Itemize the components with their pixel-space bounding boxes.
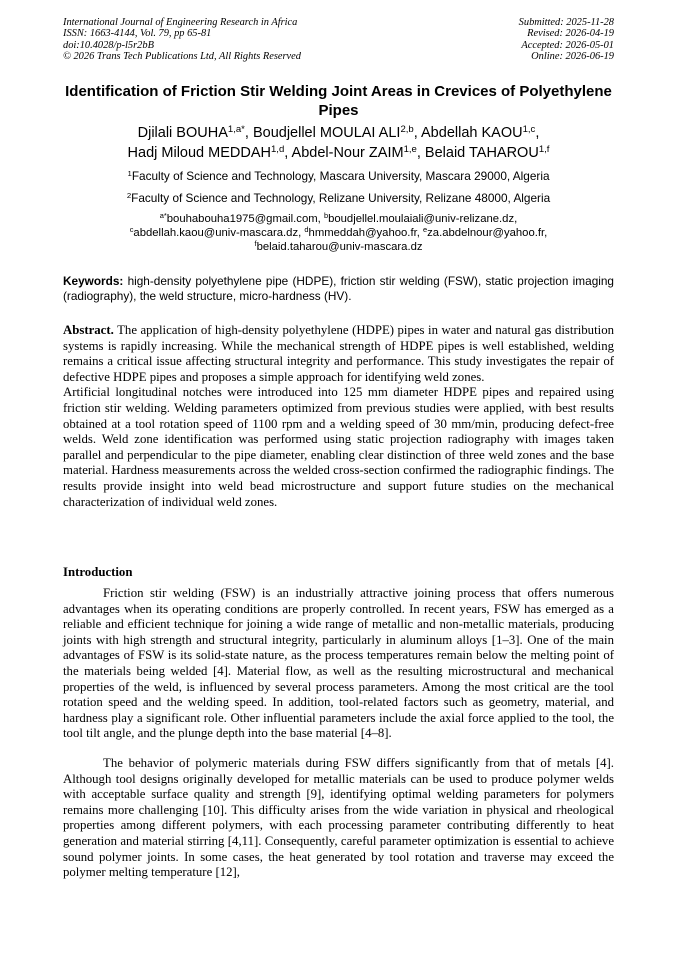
abstract-text: The application of high-density polyethylene (HDPE) pipes in water and natural gas distribution systems is rapidly increasing. While the mechanical strength of HDPE pipes is well established, welding remains a critical issue affecting structural integrity and performance. This study investigates the repair of defective HDPE pipes and proposes a simple approach for identifying weld zones.	[63, 323, 614, 384]
email-mark: b	[323, 211, 329, 221]
author-affiliation-mark: 2,b	[400, 124, 414, 136]
abstract-label: Abstract.	[63, 323, 114, 337]
author-separator: ,	[416, 144, 425, 161]
email-link[interactable]: hmmeddah@yahoo.fr,	[308, 227, 424, 239]
email-mark: f	[254, 239, 257, 249]
author-name: Hadj Miloud MEDDAH	[127, 144, 271, 161]
email-link[interactable]: belaid.taharou@univ-mascara.dz	[256, 241, 423, 253]
affiliation-mark: 2	[126, 191, 132, 201]
author-name: Djilali BOUHA	[137, 125, 228, 141]
journal-doi: doi:10.4028/p-l5r2bB	[63, 39, 154, 51]
author-separator: ,	[413, 125, 422, 141]
section-heading-introduction: Introduction	[63, 565, 133, 579]
introduction-paragraph: Friction stir welding (FSW) is an industrially attractive joining process that offers numerous advantages when its operating conditions are properly controlled. In recent years, FSW has emerged as a reliable and efficient technique for joining a wide range of metallic and non-metallic materials, producing joints with high strength and structural integrity, particularly in aluminum alloys [1–3]. One of the main advantages of FSW is its solid-state nature, as the process temperatures remain below the melting point of the materials being welded [4]. Material flow, as well as the resulting microstructural and mechanical properties of the weld, is influenced by several process parameters. Among the most critical are the tool rotation speed and the welding speed. In addition, tool-related factors such as geometry, material, and hardness play a significant role. Other influential parameters include the axial force applied to the tool, the tool tilt angle, and the plunge depth into the base material [4–8].	[63, 586, 614, 741]
author-affiliation-mark: 1,f	[538, 143, 550, 155]
author-affiliation-mark: 1,a*	[227, 124, 245, 136]
affiliation-text: Faculty of Science and Technology, Mascara University, Mascara 29000, Algeria	[131, 169, 550, 183]
keywords-text: high-density polyethylene pipe (HDPE), friction stir welding (FSW), static projection imaging (radiography), the weld structure, micro-hardness (HV).	[63, 274, 614, 303]
date-accepted: Accepted: 2026-05-01	[521, 39, 614, 51]
email-link[interactable]: abdellah.kaou@univ-mascara.dz,	[133, 227, 305, 239]
email-link[interactable]: za.abdelnour@yahoo.fr,	[427, 227, 548, 239]
affiliation-mark: 1	[127, 169, 132, 179]
author-name: Boudjellel MOULAI ALI	[252, 125, 401, 141]
introduction-paragraph: The behavior of polymeric materials during FSW differs significantly from that of metals [4]. Although tool designs originally developed for metallic materials can be used to produce polymer welds with acceptable surface quality and strength [9], identifying optimal welding parameters for polymers remains more challenging [10]. This difficulty arises from the wide variation in physical and rheological properties among different polymers, with each processing parameter contributing differently to heat generation and material stirring [4,11]. Consequently, careful parameter optimization is essential to achieve sound polymer joints. In some cases, the heat generated by tool rotation and traverse may exceed the polymer melting temperature [12],	[63, 755, 614, 880]
author	[253, 125, 421, 141]
author	[292, 145, 425, 161]
email-link[interactable]: bouhabouha1975@gmail.com,	[166, 213, 324, 225]
abstract-paragraph: Artificial longitudinal notches were introduced into 125 mm diameter HDPE pipes and repaired using friction stir welding. Welding parameters optimized from previous studies were applied, with best results obtained at a tool rotation speed of 1100 rpm and a welding speed of 30 mm/min, producing defect-free welds. Weld zone identification was performed using static projection radiography with images taken parallel and perpendicular to the pipe diameter, enabling clear distinction of three weld zones and the base material. Hardness measurements across the welded cross-section confirmed the radiographic findings. The results provide insight into weld bead microstructure and support future studies on the mechanical characterization of individual weld zones.	[63, 385, 614, 509]
paper-title: Identification of Friction Stir Welding Joint Areas in Crevices of Polyethylene Pipes	[65, 83, 612, 119]
affiliation-text: Faculty of Science and Technology, Relizane University, Relizane 48000, Algeria	[131, 191, 551, 205]
date-online: Online: 2026-06-19	[531, 50, 614, 62]
introduction-body	[63, 586, 614, 881]
email-mark: d	[304, 225, 309, 235]
affiliation-1	[63, 169, 614, 183]
publication-dates	[414, 17, 614, 62]
email-link[interactable]: boudjellel.moulaiali@univ-relizane.dz,	[328, 213, 518, 225]
date-submitted: Submitted: 2025-11-28	[518, 17, 614, 28]
email-mark: a*	[159, 211, 167, 221]
author-emails	[63, 212, 614, 254]
author	[128, 145, 292, 161]
author-affiliation-mark: 1,e	[403, 143, 417, 155]
journal-issn: ISSN: 1663-4144, Vol. 79, pp 65-81	[63, 28, 212, 40]
author-separator: ,	[535, 125, 540, 141]
journal-name: International Journal of Engineering Research in Africa	[63, 17, 298, 28]
author-affiliation-mark: 1,c	[522, 124, 536, 136]
keywords	[63, 274, 614, 304]
author-list	[63, 124, 614, 163]
journal-info	[63, 17, 443, 62]
email-mark: c	[129, 225, 134, 235]
author	[138, 125, 253, 141]
abstract	[63, 323, 614, 510]
journal-copyright: © 2026 Trans Tech Publications Ltd, All Rights Reserved	[63, 50, 301, 62]
author-affiliation-mark: 1,d	[270, 143, 285, 155]
abstract-paragraph	[63, 323, 614, 385]
author	[421, 125, 539, 141]
author-separator: ,	[284, 144, 292, 161]
date-revised: Revised: 2026-04-19	[527, 28, 614, 40]
author-name: Abdel-Nour ZAIM	[291, 144, 404, 161]
author-separator: ,	[244, 125, 253, 141]
author-name: Abdellah KAOU	[421, 125, 523, 141]
keywords-label: Keywords:	[63, 274, 124, 288]
email-mark: e	[423, 225, 428, 235]
author	[425, 145, 550, 161]
affiliation-2	[63, 191, 614, 205]
author-name: Belaid TAHAROU	[424, 144, 539, 161]
